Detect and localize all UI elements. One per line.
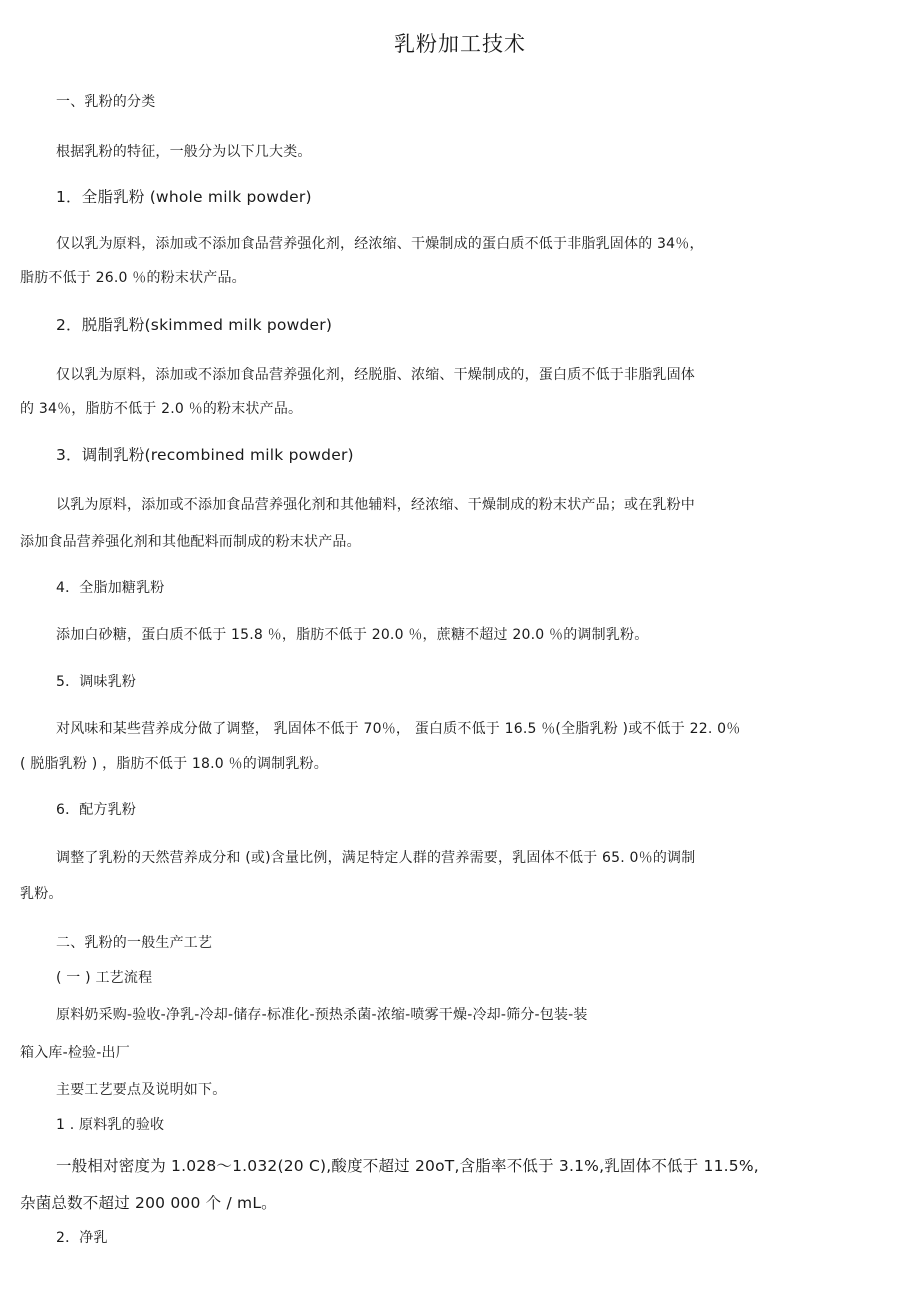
subheading-sweetened-whole-milk-powder: 4．全脂加糖乳粉 bbox=[56, 580, 165, 596]
paragraph-line: 乳粉。 bbox=[20, 886, 63, 902]
paragraph-line: 的 34％，脂肪不低于 2.0 ％的粉末状产品。 bbox=[20, 401, 303, 417]
paragraph-line: 调整了乳粉的天然营养成分和 (或)含量比例，满足特定人群的营养需要，乳固体不低于 65. 0％的调制 bbox=[56, 850, 696, 866]
paragraph-line: 一般相对密度为 1.028〜1.032(20 C),酸度不超过 20oT,含脂率不低于 3.1%,乳固体不低于 11.5%, bbox=[56, 1157, 759, 1175]
paragraph-line: 对风味和某些营养成分做了调整， 乳固体不低于 70％， 蛋白质不低于 16.5 ％(全脂乳粉 )或不低于 22. 0％ bbox=[56, 721, 741, 737]
page-title: 乳粉加工技术 bbox=[394, 32, 526, 56]
subheading-raw-milk-inspection: 1 . 原料乳的验收 bbox=[56, 1117, 165, 1133]
paragraph-line: 添加食品营养强化剂和其他配料而制成的粉末状产品。 bbox=[20, 534, 361, 550]
paragraph-line: 以乳为原料，添加或不添加食品营养强化剂和其他辅料，经浓缩、干燥制成的粉末状产品；或在乳粉中 bbox=[56, 497, 695, 513]
subheading-whole-milk-powder: 1．全脂乳粉 (whole milk powder) bbox=[56, 188, 312, 206]
paragraph-line: 仅以乳为原料，添加或不添加食品营养强化剂，经浓缩、干燥制成的蛋白质不低于非脂乳固体的 34％， bbox=[56, 236, 704, 252]
section-heading-production-process: 二、乳粉的一般生产工艺 bbox=[56, 935, 213, 951]
subheading-process-flow: ( 一 ) 工艺流程 bbox=[56, 970, 153, 986]
paragraph-line: 添加白砂糖，蛋白质不低于 15.8 ％，脂肪不低于 20.0 ％，蔗糖不超过 20.0 ％的调制乳粉。 bbox=[56, 627, 649, 643]
paragraph-line: 箱入库-检验-出厂 bbox=[20, 1045, 130, 1061]
subheading-milk-purification: 2．净乳 bbox=[56, 1230, 108, 1246]
paragraph-line: 仅以乳为原料，添加或不添加食品营养强化剂，经脱脂、浓缩、干燥制成的，蛋白质不低于非脂乳固体 bbox=[56, 367, 695, 383]
section-heading-classification: 一、乳粉的分类 bbox=[56, 94, 156, 110]
subheading-skimmed-milk-powder: 2．脱脂乳粉(skimmed milk powder) bbox=[56, 316, 333, 334]
paragraph-line: 脂肪不低于 26.0 ％的粉末状产品。 bbox=[20, 270, 246, 286]
paragraph-line: 原料奶采购-验收-净乳-冷却-储存-标准化-预热杀菌-浓缩-喷雾干燥-冷却-筛分-包装-装 bbox=[56, 1007, 588, 1023]
paragraph-line: ( 脱脂乳粉 ) ，脂肪不低于 18.0 ％的调制乳粉。 bbox=[20, 756, 328, 772]
subheading-recombined-milk-powder: 3．调制乳粉(recombined milk powder) bbox=[56, 446, 354, 464]
paragraph-intro: 根据乳粉的特征，一般分为以下几大类。 bbox=[56, 144, 312, 160]
paragraph-line: 主要工艺要点及说明如下。 bbox=[56, 1082, 227, 1098]
subheading-formula-milk-powder: 6．配方乳粉 bbox=[56, 802, 137, 818]
paragraph-line: 杂菌总数不超过 200 000 个 / mL。 bbox=[20, 1194, 277, 1212]
subheading-flavored-milk-powder: 5．调味乳粉 bbox=[56, 674, 137, 690]
